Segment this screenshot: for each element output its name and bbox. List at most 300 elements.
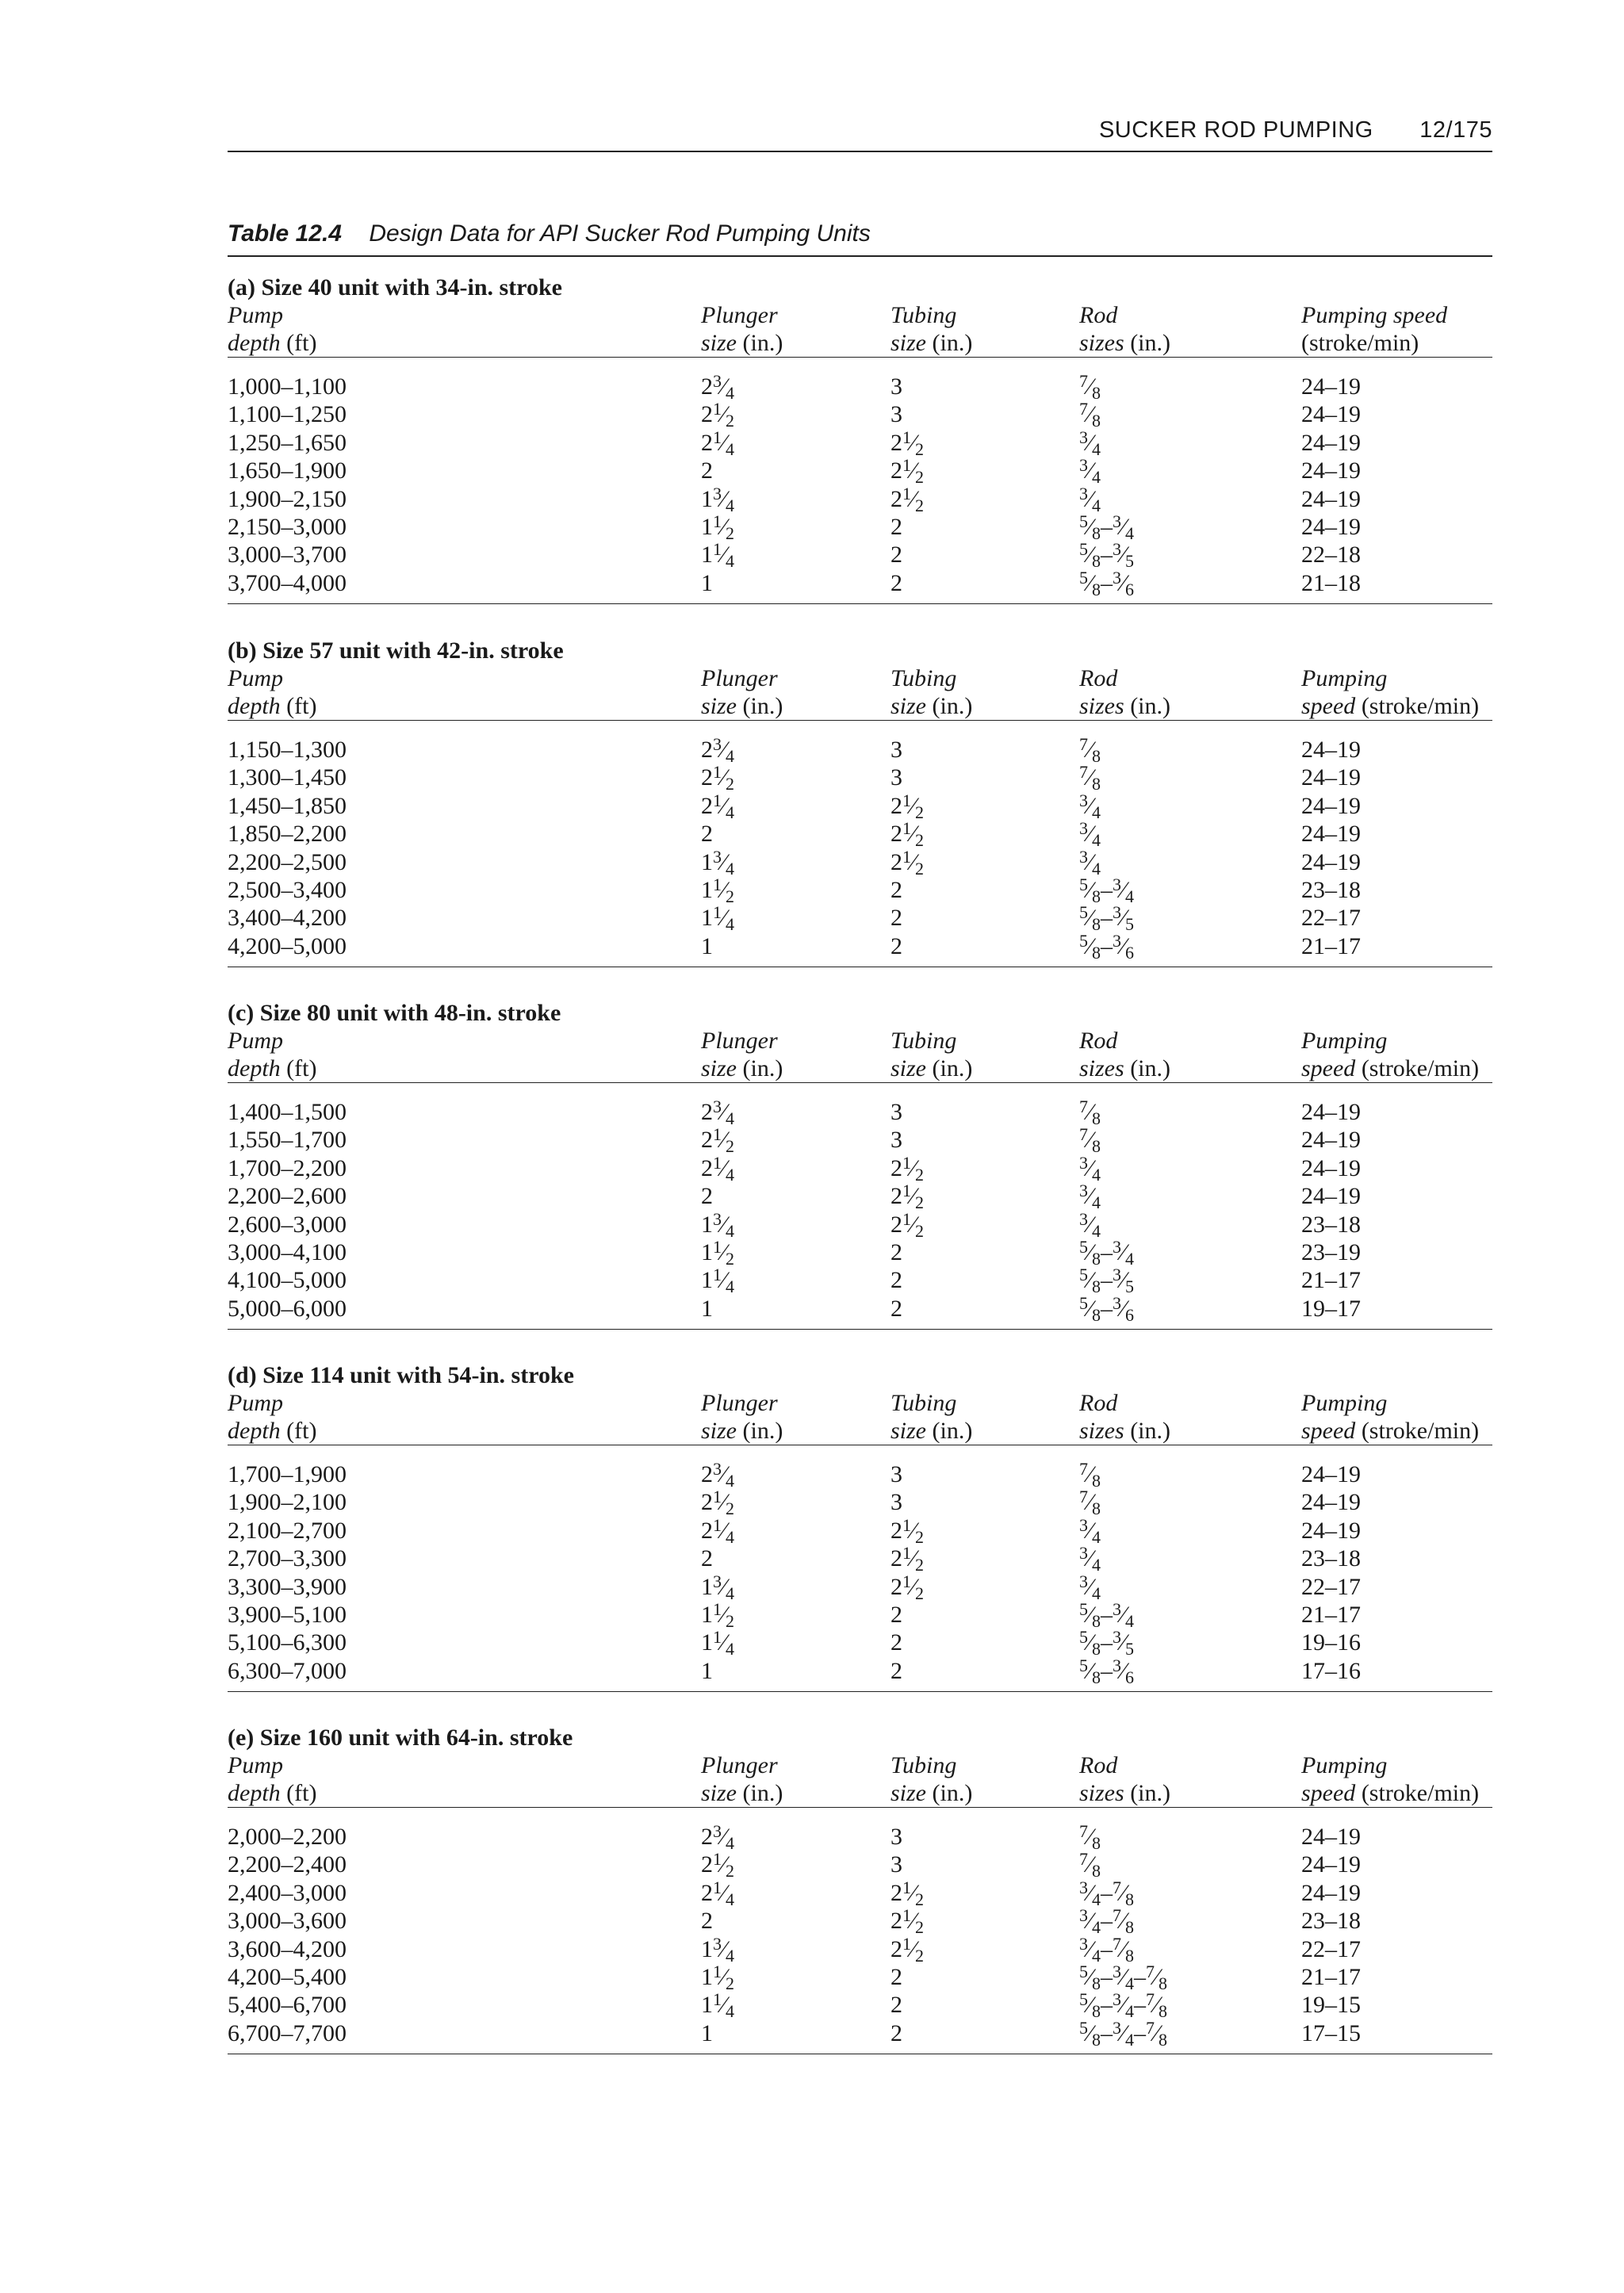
table-row [228, 1152, 1492, 1185]
cell-plunger-size: $2^1⁄_4$ [701, 790, 735, 822]
table-row [228, 1933, 1492, 1966]
cell-pump-depth: 2,700–3,300 [228, 1545, 347, 1572]
column-headers [228, 301, 1492, 358]
header-line: Tubing [891, 1390, 957, 1416]
cell-pump-depth: 1,900–2,150 [228, 485, 347, 512]
column-header-pumping-speed [1301, 1751, 1479, 1807]
header-line: Pump [228, 665, 283, 691]
cell-pumping-speed: 21–17 [1301, 1963, 1361, 1990]
cell-plunger-size: $2^3⁄_4$ [701, 1459, 735, 1491]
header-line: Plunger [701, 302, 778, 328]
cell-plunger-size: $1^1⁄_4$ [701, 1989, 735, 2022]
cell-tubing-size: $2^1⁄_2$ [891, 1152, 925, 1185]
cell-pumping-speed: 21–17 [1301, 1267, 1361, 1294]
header-line: size (in.) [891, 330, 973, 356]
cell-pump-depth: 2,600–3,000 [228, 1211, 347, 1238]
header-line: Pump [228, 1028, 283, 1054]
table-section [228, 999, 1492, 1330]
column-header-plunger-size [701, 1389, 783, 1445]
cell-tubing-size: 2 [891, 932, 902, 959]
column-headers [228, 1751, 1492, 1808]
table-row [228, 1905, 1492, 1938]
cell-tubing-size: 3 [891, 1127, 902, 1154]
table-row [228, 1265, 1492, 1297]
cell-plunger-size: $1^1⁄_4$ [701, 1627, 735, 1659]
table-caption [228, 220, 1492, 257]
column-headers [228, 1389, 1492, 1445]
cell-pumping-speed: 24–19 [1301, 792, 1361, 819]
cell-plunger-size: $2^1⁄_2$ [701, 399, 735, 431]
cell-pump-depth: 3,000–3,700 [228, 542, 347, 568]
cell-tubing-size: 2 [891, 2019, 902, 2046]
cell-tubing-size: 2 [891, 876, 902, 903]
cell-plunger-size: $1^3⁄_4$ [701, 1208, 735, 1241]
table-row [228, 1598, 1492, 1631]
cell-plunger-size: $2^1⁄_4$ [701, 1514, 735, 1547]
table-title: Design Data for API Sucker Rod Pumping Units [369, 220, 871, 247]
header-line: speed (stroke/min) [1301, 693, 1480, 719]
header-line: depth (ft) [228, 1780, 317, 1806]
cell-tubing-size: 2 [891, 569, 902, 596]
cell-pumping-speed: 24–19 [1301, 513, 1361, 540]
cell-rod-sizes: $^3⁄_4-^7⁄_8$ [1079, 1877, 1135, 1909]
cell-rod-sizes: $^7⁄_8$ [1079, 1124, 1101, 1157]
cell-pumping-speed: 24–19 [1301, 1824, 1361, 1850]
cell-plunger-size: 1 [701, 932, 713, 959]
cell-plunger-size: $2^1⁄_2$ [701, 1849, 735, 1881]
header-line: speed (stroke/min) [1301, 1055, 1480, 1081]
column-header-rod-sizes [1079, 1389, 1170, 1445]
cell-pump-depth: 1,900–2,100 [228, 1489, 347, 1516]
header-line: sizes (in.) [1079, 330, 1171, 356]
cell-rod-sizes: $^5⁄_8-^3⁄_5$ [1079, 902, 1135, 935]
cell-plunger-size: 1 [701, 569, 713, 596]
header-line: Pumping [1301, 1028, 1388, 1054]
column-header-pump-depth [228, 301, 316, 357]
cell-pumping-speed: 24–19 [1301, 1517, 1361, 1544]
column-header-plunger-size [701, 1027, 783, 1082]
header-line: size (in.) [701, 1780, 783, 1806]
table-row [228, 792, 1492, 820]
table-section [228, 1361, 1492, 1692]
column-header-rod-sizes [1079, 1751, 1170, 1807]
header-line: size (in.) [891, 693, 973, 719]
running-head-section: SUCKER ROD PUMPING [1098, 117, 1373, 143]
table-row [228, 1657, 1492, 1685]
cell-rod-sizes: $^5⁄_8-^3⁄_4$ [1079, 511, 1135, 543]
table-section [228, 274, 1492, 604]
header-line: Pumping [1301, 1390, 1388, 1416]
header-line: Tubing [891, 1028, 957, 1054]
cell-tubing-size: 2 [891, 1238, 902, 1265]
table-row [228, 1849, 1492, 1881]
cell-pump-depth: 5,400–6,700 [228, 1992, 347, 2019]
column-header-pumping-speed [1301, 1389, 1479, 1445]
cell-pumping-speed: 23–19 [1301, 1238, 1361, 1265]
cell-plunger-size: 1 [701, 2019, 713, 2046]
column-header-pumping-speed [1301, 301, 1447, 357]
cell-plunger-size: $1^1⁄_2$ [701, 1961, 735, 1993]
cell-rod-sizes: $^5⁄_8-^3⁄_4-^7⁄_8$ [1079, 2017, 1168, 2050]
column-header-rod-sizes [1079, 664, 1170, 720]
header-line: speed (stroke/min) [1301, 1780, 1480, 1806]
table-rows [228, 721, 1492, 967]
cell-pumping-speed: 24–19 [1301, 764, 1361, 791]
table-row [228, 762, 1492, 794]
cell-pump-depth: 1,650–1,900 [228, 457, 347, 484]
header-line: Pumping [1301, 1752, 1388, 1778]
cell-pump-depth: 1,150–1,300 [228, 737, 347, 763]
header-line: speed (stroke/min) [1301, 1418, 1480, 1444]
cell-pumping-speed: 23–18 [1301, 1545, 1361, 1572]
table-row [228, 930, 1492, 963]
table-row [228, 818, 1492, 851]
header-line: Pump [228, 302, 283, 328]
table-row [228, 1459, 1492, 1491]
cell-pumping-speed: 22–17 [1301, 1935, 1361, 1962]
section-title: (a) Size 40 unit with 34-in. stroke [228, 274, 562, 301]
cell-rod-sizes: $^3⁄_4$ [1079, 1543, 1101, 1575]
cell-plunger-size: 2 [701, 1545, 713, 1572]
cell-plunger-size: $2^3⁄_4$ [701, 1097, 735, 1128]
header-line: (stroke/min) [1301, 330, 1419, 356]
header-line: depth (ft) [228, 1418, 317, 1444]
cell-pumping-speed: 24–19 [1301, 1183, 1361, 1210]
running-head-right [1059, 117, 1492, 144]
cell-tubing-size: 2 [891, 1629, 902, 1656]
cell-pump-depth: 6,700–7,700 [228, 2019, 347, 2046]
table-row [228, 1208, 1492, 1241]
header-line: Plunger [701, 665, 778, 691]
cell-plunger-size: 2 [701, 821, 713, 848]
cell-pump-depth: 2,400–3,000 [228, 1879, 347, 1906]
table-row [228, 371, 1492, 403]
header-line: size (in.) [891, 1780, 973, 1806]
cell-rod-sizes: $^3⁄_4$ [1079, 1208, 1101, 1241]
cell-rod-sizes: $^3⁄_4$ [1079, 1181, 1101, 1213]
cell-tubing-size: $2^1⁄_2$ [891, 846, 925, 879]
cell-pumping-speed: 24–19 [1301, 1461, 1361, 1487]
cell-pump-depth: 2,150–3,000 [228, 513, 347, 540]
cell-pumping-speed: 24–19 [1301, 1154, 1361, 1181]
cell-tubing-size: 2 [891, 905, 902, 932]
table-row [228, 1487, 1492, 1519]
cell-rod-sizes: $^5⁄_8-^3⁄_4$ [1079, 874, 1135, 906]
cell-rod-sizes: $^3⁄_4$ [1079, 818, 1101, 851]
table-row [228, 1573, 1492, 1601]
header-line: Rod [1079, 302, 1118, 328]
cell-pumping-speed: 24–19 [1301, 1099, 1361, 1125]
cell-tubing-size: $2^1⁄_2$ [891, 1208, 925, 1241]
cell-rod-sizes: $^3⁄_4$ [1079, 1571, 1101, 1603]
cell-pumping-speed: 24–19 [1301, 373, 1361, 400]
cell-tubing-size: $2^1⁄_2$ [891, 483, 925, 515]
cell-tubing-size: 3 [891, 764, 902, 791]
column-header-plunger-size [701, 301, 783, 357]
cell-rod-sizes: $^7⁄_8$ [1079, 1849, 1101, 1881]
cell-rod-sizes: $^7⁄_8$ [1079, 734, 1101, 766]
cell-rod-sizes: $^3⁄_4$ [1079, 1514, 1101, 1547]
cell-tubing-size: 3 [891, 373, 902, 400]
header-line: sizes (in.) [1079, 1780, 1171, 1806]
cell-pump-depth: 4,200–5,000 [228, 932, 347, 959]
table-row [228, 1879, 1492, 1907]
table-row [228, 399, 1492, 431]
cell-pump-depth: 5,000–6,000 [228, 1295, 347, 1322]
cell-pump-depth: 4,200–5,400 [228, 1963, 347, 1990]
cell-tubing-size: $2^1⁄_2$ [891, 1514, 925, 1547]
cell-plunger-size: $2^1⁄_4$ [701, 1152, 735, 1185]
table-row [228, 1098, 1492, 1126]
cell-pump-depth: 1,100–1,250 [228, 401, 347, 428]
header-line: Rod [1079, 1752, 1118, 1778]
cell-pump-depth: 3,000–3,600 [228, 1908, 347, 1935]
cell-plunger-size: $2^1⁄_4$ [701, 427, 735, 459]
table-row [228, 569, 1492, 597]
table-row [228, 1823, 1492, 1851]
cell-rod-sizes: $^3⁄_4$ [1079, 483, 1101, 515]
cell-pump-depth: 3,000–4,100 [228, 1238, 347, 1265]
cell-pump-depth: 3,400–4,200 [228, 905, 347, 932]
cell-pumping-speed: 22–18 [1301, 542, 1361, 568]
cell-plunger-size: $1^1⁄_2$ [701, 511, 735, 543]
cell-pump-depth: 1,250–1,650 [228, 429, 347, 456]
cell-tubing-size: 2 [891, 1657, 902, 1684]
header-line: depth (ft) [228, 330, 317, 356]
cell-pump-depth: 2,200–2,500 [228, 848, 347, 875]
section-title: (e) Size 160 unit with 64-in. stroke [228, 1725, 573, 1751]
table-row [228, 429, 1492, 457]
table-row [228, 846, 1492, 879]
cell-plunger-size: $1^1⁄_2$ [701, 874, 735, 906]
cell-rod-sizes: $^3⁄_4$ [1079, 1152, 1101, 1185]
page-number: 12/175 [1419, 117, 1492, 143]
cell-rod-sizes: $^5⁄_8-^3⁄_6$ [1079, 1292, 1135, 1325]
cell-plunger-size: $2^1⁄_2$ [701, 762, 735, 794]
table-row [228, 1543, 1492, 1575]
column-header-pumping-speed [1301, 1027, 1479, 1082]
cell-pumping-speed: 24–19 [1301, 485, 1361, 512]
cell-plunger-size: $1^3⁄_4$ [701, 1933, 735, 1966]
cell-rod-sizes: $^5⁄_8-^3⁄_4-^7⁄_8$ [1079, 1961, 1168, 1993]
cell-tubing-size: 2 [891, 1992, 902, 2019]
header-line: Tubing [891, 1752, 957, 1778]
header-line: size (in.) [701, 330, 783, 356]
cell-pump-depth: 3,300–3,900 [228, 1573, 347, 1600]
header-line: Rod [1079, 1028, 1118, 1054]
cell-rod-sizes: $^7⁄_8$ [1079, 762, 1101, 794]
cell-pumping-speed: 21–17 [1301, 1601, 1361, 1628]
cell-plunger-size: $2^3⁄_4$ [701, 371, 735, 403]
cell-rod-sizes: $^3⁄_4$ [1079, 846, 1101, 879]
header-line: Tubing [891, 302, 957, 328]
table-rows [228, 1808, 1492, 2054]
cell-plunger-size: $1^1⁄_4$ [701, 1265, 735, 1297]
column-header-pump-depth [228, 1389, 316, 1445]
cell-pump-depth: 1,850–2,200 [228, 821, 347, 848]
cell-pumping-speed: 19–15 [1301, 1992, 1361, 2019]
cell-plunger-size: $1^1⁄_2$ [701, 1236, 735, 1269]
column-headers [228, 664, 1492, 721]
table-row [228, 1989, 1492, 2022]
cell-rod-sizes: $^5⁄_8-^3⁄_6$ [1079, 567, 1135, 599]
cell-pump-depth: 1,300–1,450 [228, 764, 347, 791]
cell-plunger-size: $2^3⁄_4$ [701, 1821, 735, 1853]
table-section [228, 1724, 1492, 2054]
cell-tubing-size: 2 [891, 542, 902, 568]
column-header-tubing-size [891, 1751, 972, 1807]
cell-rod-sizes: $^7⁄_8$ [1079, 1821, 1101, 1853]
cell-pump-depth: 1,000–1,100 [228, 373, 347, 400]
header-line: sizes (in.) [1079, 1418, 1171, 1444]
header-line: size (in.) [701, 1055, 783, 1081]
cell-pump-depth: 1,550–1,700 [228, 1127, 347, 1154]
column-header-plunger-size [701, 664, 783, 720]
header-line: Tubing [891, 665, 957, 691]
cell-pumping-speed: 24–19 [1301, 457, 1361, 484]
table-rows [228, 1445, 1492, 1692]
cell-pumping-speed: 24–19 [1301, 821, 1361, 848]
cell-tubing-size: $2^1⁄_2$ [891, 1877, 925, 1909]
running-head [228, 114, 1492, 152]
cell-pump-depth: 3,700–4,000 [228, 569, 347, 596]
column-header-pump-depth [228, 1027, 316, 1082]
header-line: size (in.) [701, 1418, 783, 1444]
cell-rod-sizes: $^5⁄_8-^3⁄_4$ [1079, 1598, 1135, 1631]
cell-tubing-size: $2^1⁄_2$ [891, 455, 925, 488]
cell-pump-depth: 6,300–7,000 [228, 1657, 347, 1684]
cell-plunger-size: $2^3⁄_4$ [701, 734, 735, 766]
header-line: size (in.) [891, 1418, 973, 1444]
cell-pumping-speed: 24–19 [1301, 737, 1361, 763]
cell-pump-depth: 2,200–2,600 [228, 1183, 347, 1210]
header-line: size (in.) [701, 693, 783, 719]
table-section [228, 637, 1492, 967]
cell-pumping-speed: 19–16 [1301, 1629, 1361, 1656]
cell-rod-sizes: $^5⁄_8-^3⁄_5$ [1079, 1627, 1135, 1659]
cell-pump-depth: 3,600–4,200 [228, 1935, 347, 1962]
cell-tubing-size: 2 [891, 1601, 902, 1628]
cell-plunger-size: $1^1⁄_2$ [701, 1598, 735, 1631]
cell-tubing-size: $2^1⁄_2$ [891, 1571, 925, 1603]
cell-pump-depth: 1,700–1,900 [228, 1461, 347, 1487]
cell-tubing-size: 3 [891, 1099, 902, 1125]
cell-plunger-size: $1^3⁄_4$ [701, 1571, 735, 1603]
cell-rod-sizes: $^5⁄_8-^3⁄_5$ [1079, 1265, 1135, 1297]
cell-rod-sizes: $^5⁄_8-^3⁄_6$ [1079, 930, 1135, 963]
cell-plunger-size: $2^1⁄_2$ [701, 1124, 735, 1157]
column-header-pump-depth [228, 1751, 316, 1807]
cell-tubing-size: 2 [891, 513, 902, 540]
cell-rod-sizes: $^7⁄_8$ [1079, 1097, 1101, 1128]
cell-tubing-size: $2^1⁄_2$ [891, 1543, 925, 1575]
cell-pumping-speed: 17–16 [1301, 1657, 1361, 1684]
cell-pumping-speed: 23–18 [1301, 1211, 1361, 1238]
cell-rod-sizes: $^7⁄_8$ [1079, 1487, 1101, 1519]
cell-tubing-size: 3 [891, 401, 902, 428]
column-header-rod-sizes [1079, 301, 1170, 357]
cell-pump-depth: 2,000–2,200 [228, 1824, 347, 1850]
header-line: Plunger [701, 1390, 778, 1416]
cell-pump-depth: 2,500–3,400 [228, 876, 347, 903]
cell-pump-depth: 5,100–6,300 [228, 1629, 347, 1656]
column-header-tubing-size [891, 1389, 972, 1445]
cell-tubing-size: 2 [891, 1963, 902, 1990]
header-line: depth (ft) [228, 1055, 317, 1081]
cell-pumping-speed: 24–19 [1301, 1127, 1361, 1154]
cell-rod-sizes: $^3⁄_4-^7⁄_8$ [1079, 1905, 1135, 1938]
cell-pumping-speed: 21–18 [1301, 569, 1361, 596]
cell-rod-sizes: $^7⁄_8$ [1079, 399, 1101, 431]
header-line: sizes (in.) [1079, 1055, 1171, 1081]
column-header-rod-sizes [1079, 1027, 1170, 1082]
cell-rod-sizes: $^3⁄_4$ [1079, 790, 1101, 822]
cell-pumping-speed: 21–17 [1301, 932, 1361, 959]
column-header-tubing-size [891, 1027, 972, 1082]
section-title: (c) Size 80 unit with 48-in. stroke [228, 1000, 561, 1026]
table-row [228, 2017, 1492, 2050]
cell-pump-depth: 1,700–2,200 [228, 1154, 347, 1181]
cell-tubing-size: 3 [891, 737, 902, 763]
header-line: sizes (in.) [1079, 693, 1171, 719]
header-line: Rod [1079, 665, 1118, 691]
header-line: depth (ft) [228, 693, 317, 719]
column-header-tubing-size [891, 301, 972, 357]
header-line: Pumping [1301, 665, 1388, 691]
cell-tubing-size: 2 [891, 1267, 902, 1294]
cell-pumping-speed: 24–19 [1301, 429, 1361, 456]
cell-plunger-size: $2^1⁄_2$ [701, 1487, 735, 1519]
cell-pumping-speed: 17–15 [1301, 2019, 1361, 2046]
table-rows [228, 1083, 1492, 1330]
cell-tubing-size: $2^1⁄_2$ [891, 1181, 925, 1213]
cell-pump-depth: 2,200–2,400 [228, 1851, 347, 1878]
table-row [228, 1514, 1492, 1547]
table-row [228, 513, 1492, 541]
cell-tubing-size: 3 [891, 1851, 902, 1878]
cell-pump-depth: 1,450–1,850 [228, 792, 347, 819]
table-row [228, 1236, 1492, 1269]
cell-pumping-speed: 24–19 [1301, 848, 1361, 875]
cell-pumping-speed: 24–19 [1301, 1489, 1361, 1516]
table-row [228, 1963, 1492, 1991]
table-row [228, 539, 1492, 572]
table-row [228, 902, 1492, 935]
table-row [228, 1124, 1492, 1157]
cell-plunger-size: $2^1⁄_4$ [701, 1877, 735, 1909]
table-row [228, 485, 1492, 513]
column-header-pumping-speed [1301, 664, 1479, 720]
table-row [228, 455, 1492, 488]
cell-rod-sizes: $^7⁄_8$ [1079, 1459, 1101, 1491]
cell-tubing-size: 3 [891, 1489, 902, 1516]
cell-pumping-speed: 22–17 [1301, 1573, 1361, 1600]
cell-plunger-size: 1 [701, 1295, 713, 1322]
cell-tubing-size: 3 [891, 1461, 902, 1487]
column-header-tubing-size [891, 664, 972, 720]
table-rows [228, 358, 1492, 604]
cell-rod-sizes: $^5⁄_8-^3⁄_6$ [1079, 1655, 1135, 1687]
header-line: Pump [228, 1752, 283, 1778]
header-line: Pump [228, 1390, 283, 1416]
cell-rod-sizes: $^7⁄_8$ [1079, 371, 1101, 403]
cell-pump-depth: 2,100–2,700 [228, 1517, 347, 1544]
cell-pumping-speed: 23–18 [1301, 876, 1361, 903]
cell-rod-sizes: $^3⁄_4$ [1079, 455, 1101, 488]
column-headers [228, 1027, 1492, 1083]
cell-tubing-size: 2 [891, 1295, 902, 1322]
cell-pumping-speed: 23–18 [1301, 1908, 1361, 1935]
